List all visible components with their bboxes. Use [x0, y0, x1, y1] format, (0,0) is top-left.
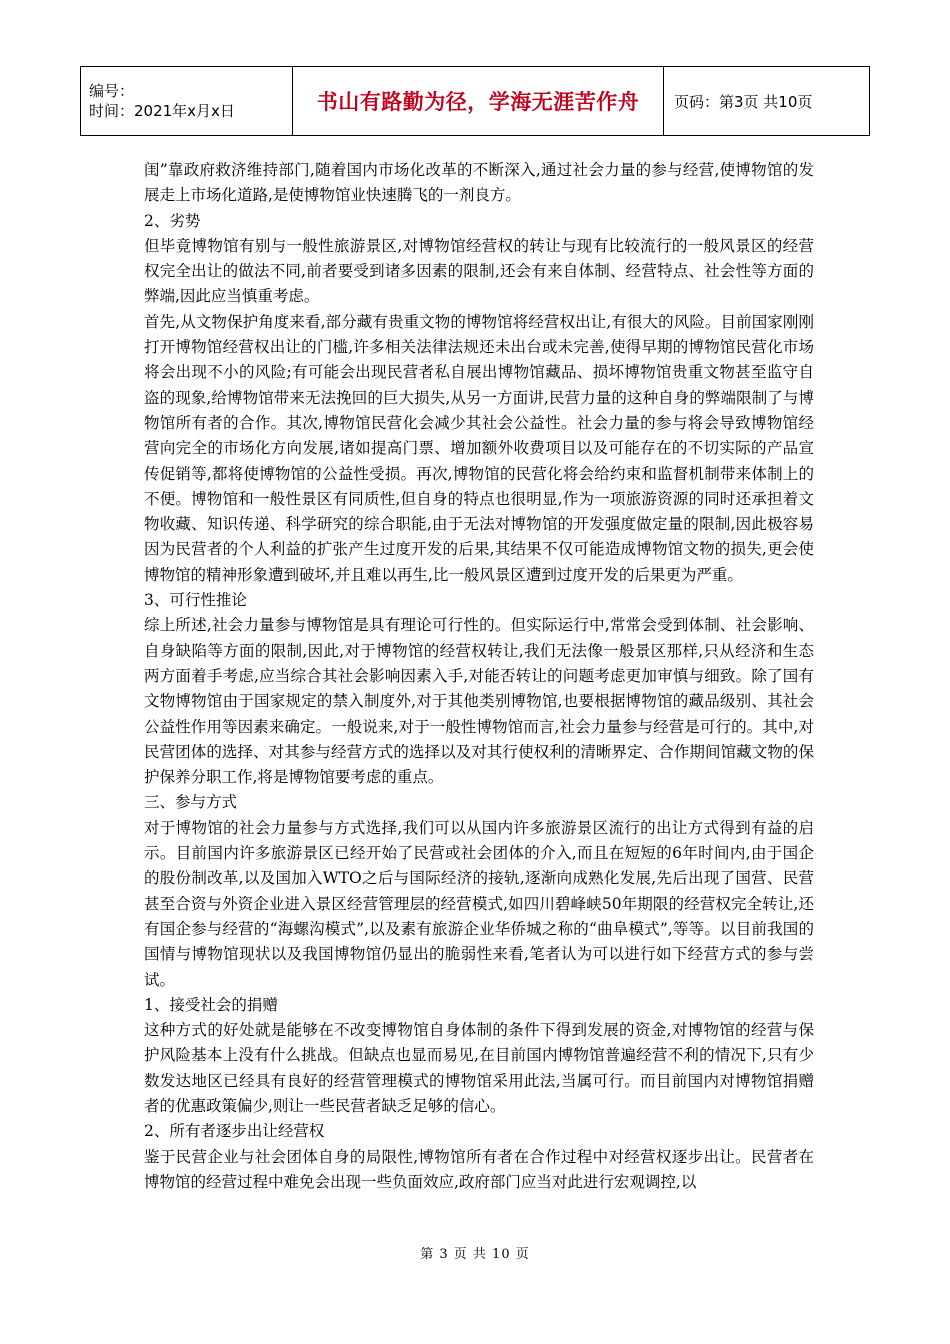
paragraph: 综上所述,社会力量参与博物馆是具有理论可行性的。但实际运行中,常常会受到体制、社会影响、自身缺陷等方面的限制,因此,对于博物馆的经营权转让,我们无法像一般景区那样,只从经济和生态两方面着手考虑,应当综合其社会影响因素入手,对能否转让的问题考虑更加审慎与细致。除了国有文物博物馆由于国家规定的禁入制度外,对于其他类别博物馆,也要根据博物馆的藏品级别、其社会公益性作用等因素来确定。一般说来,对于一般性博物馆而言,社会力量参与经营是可行的。其中,对民营团体的选择、对其参与经营方式的选择以及对其行使权利的清晰界定、合作期间馆藏文物的保护保养分职工作,将是博物馆要考虑的重点。 — [144, 616, 814, 787]
paragraph: 这种方式的好处就是能够在不改变博物馆自身体制的条件下得到发展的资金,对博物馆的经营与保护风险基本上没有什么挑战。但缺点也显而易见,在目前国内博物馆普遍经营不利的情况下,只有少数发达地区已经具有良好的经营管理模式的博物馆采用此法,当属可行。而目前国内对博物馆捐赠者的优惠政策偏少,则让一些民营者缺乏足够的信心。 — [144, 1021, 814, 1115]
header-page-info: 页码：第3页 共10页 — [674, 92, 813, 111]
document-body — [144, 158, 814, 1195]
document-date: 时间：2021年x月x日 — [89, 102, 235, 120]
section-heading: 2、劣势 — [144, 211, 201, 230]
document-header — [80, 66, 870, 136]
header-meta-cell — [81, 67, 293, 136]
paragraph: 对于博物馆的社会力量参与方式选择,我们可以从国内许多旅游景区流行的出让方式得到有益的启示。目前国内许多旅游景区已经开始了民营或社会团体的介入,而且在短短的6年时间内,由于国企的股份制改革,以及国加入WTO之后与国际经济的接轨,逐渐向成熟化发展,先后出现了国营、民营甚至合资与外资企业进入景区经营管理层的经营模式,如四川碧峰峡50年期限的经营权完全转让,还有国企参与经营的“海螺沟模式”,以及素有旅游企业华侨城之称的“曲阜模式”,等等。以目前我国的国情与博物馆现状以及我国博物馆仍显出的脆弱性来看,笔者认为可以进行如下经营方式的参与尝试。 — [144, 818, 814, 989]
section-heading: 三、参与方式 — [144, 793, 238, 812]
header-page-cell — [664, 67, 870, 136]
section-heading: 3、可行性推论 — [144, 591, 247, 610]
page-footer: 第 3 页 共 10 页 — [420, 1247, 530, 1262]
paragraph: 首先,从文物保护角度来看,部分藏有贵重文物的博物馆将经营权出让,有很大的风险。目前国家刚刚打开博物馆经营权出让的门槛,许多相关法律法规还未出台或未完善,使得早期的博物馆民营化市场将会出现不小的风险;有可能会出现民营者私自展出博物馆藏品、损坏博物馆贵重文物甚至监守自盗的现象,给博物馆带来无法挽回的巨大损失,从另一方面讲,民营力量的这种自身的弊端限制了与博物馆所有者的合作。其次,博物馆民营化会减少其社会公益性。社会力量的参与将会导致博物馆经营向完全的市场化方向发展,诸如提高门票、增加额外收费项目以及可能存在的不切实际的产品宣传促销等,都将使博物馆的公益性受损。再次,博物馆的民营化将会给约束和监督机制带来体制上的不便。博物馆和一般性景区有同质性,但自身的特点也很明显,作为一项旅游资源的同时还承担着文物收藏、知识传递、科学研究的综合职能,由于无法对博物馆的开发强度做定量的限制,因此极容易因为民营者的个人利益的扩张产生过度开发的后果,其结果不仅可能造成博物馆文物的损失,更会使博物馆的精神形象遭到破坏,并且难以再生,比一般风景区遭到过度开发的后果更为严重。 — [144, 312, 814, 584]
section-heading: 1、接受社会的捐赠 — [144, 995, 278, 1014]
paragraph: 鉴于民营企业与社会团体自身的局限性,博物馆所有者在合作过程中对经营权逐步出让。民营者在博物馆的经营过程中难免会出现一些负面效应,政府部门应当对此进行宏观调控,以 — [144, 1147, 814, 1191]
header-motto: 书山有路勤为径，学海无涯苦作舟 — [316, 90, 640, 114]
paragraph: 闺”靠政府救济维持部门,随着国内市场化改革的不断深入,通过社会力量的参与经营,使博物馆的发展走上市场化道路,是使博物馆业快速腾飞的一剂良方。 — [144, 161, 814, 205]
paragraph: 但毕竟博物馆有别与一般性旅游景区,对博物馆经营权的转让与现有比较流行的一般风景区的经营权完全出让的做法不同,前者要受到诸多因素的限制,还会有来自体制、经营特点、社会性等方面的弊端,因此应当慎重考虑。 — [144, 236, 814, 306]
document-number-label: 编号： — [89, 82, 135, 100]
section-heading: 2、所有者逐步出让经营权 — [144, 1122, 325, 1141]
header-motto-cell — [293, 67, 664, 136]
